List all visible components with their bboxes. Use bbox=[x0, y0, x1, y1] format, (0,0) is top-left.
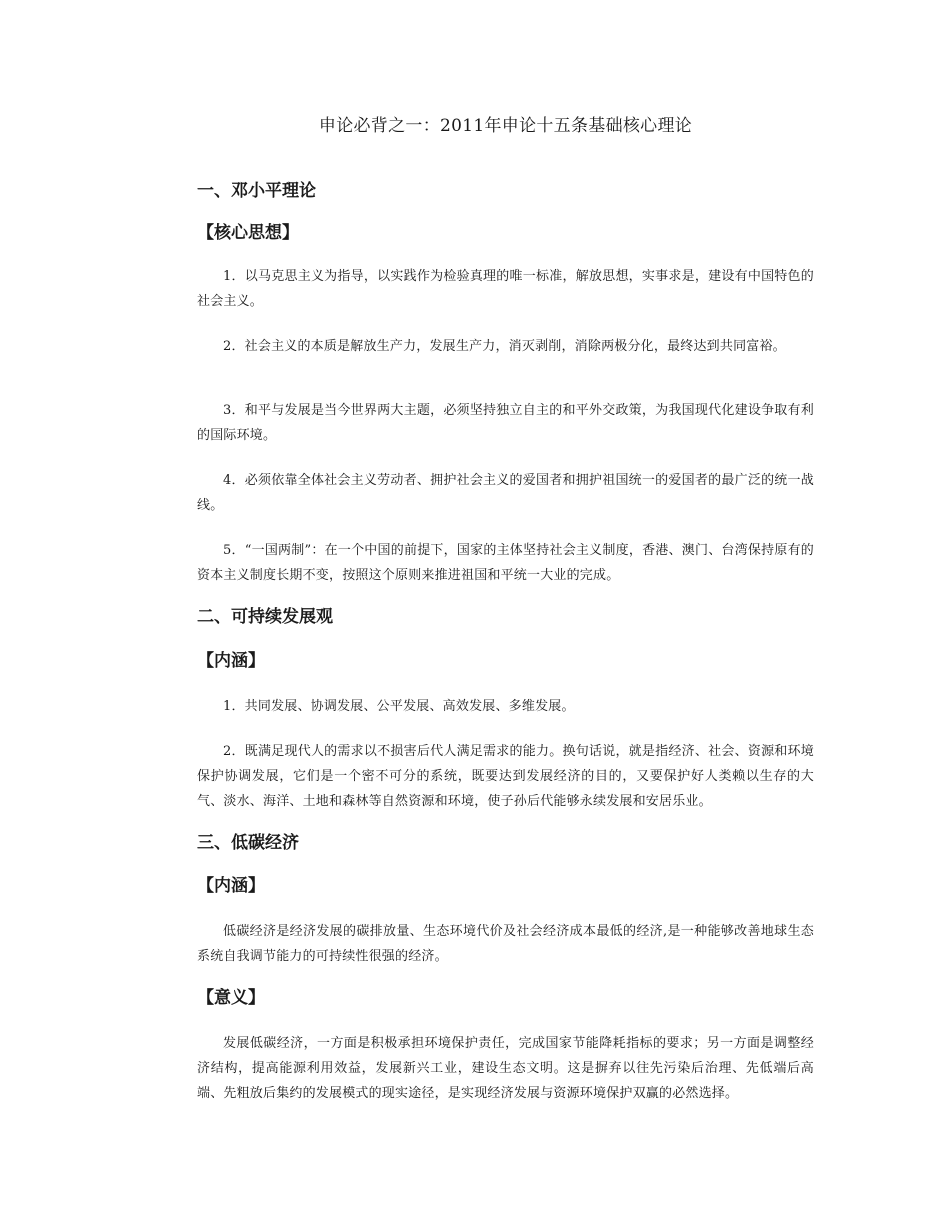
paragraph: 2．既满足现代人的需求以不损害后代人满足需求的能力。换句话说，就是指经济、社会、资源和环境保护协调发展，它们是一个密不可分的系统，既要达到发展经济的目的，又要保护好人类赖以生存的大气、淡水、海洋、土地和森林等自然资源和环境，使子孙后代能够永续发展和安居乐业。 bbox=[197, 744, 814, 809]
section-heading-deng-xiaoping-theory: 一、邓小平理论 bbox=[197, 181, 316, 201]
subheading-connotation: 【内涵】 bbox=[197, 651, 265, 671]
paragraph: 1．共同发展、协调发展、公平发展、高效发展、多维发展。 bbox=[223, 699, 575, 714]
subheading-core-ideas: 【核心思想】 bbox=[197, 223, 299, 243]
paragraph: 2．社会主义的本质是解放生产力，发展生产力，消灭剥削，消除两极分化，最终达到共同富裕。 bbox=[223, 339, 786, 354]
paragraph: 低碳经济是经济发展的碳排放量、生态环境代价及社会经济成本最低的经济,是一种能够改善地球生态系统自我调节能力的可持续性很强的经济。 bbox=[197, 924, 814, 964]
document-title: 申论必背之一：2011年申论十五条基础核心理论 bbox=[318, 116, 693, 136]
paragraph: 发展低碳经济，一方面是积极承担环境保护责任，完成国家节能降耗指标的要求；另一方面是调整经济结构，提高能源利用效益，发展新兴工业，建设生态文明。这是摒弃以往先污染后治理、先低端后高端、先粗放后集约的发展模式的现实途径，是实现经济发展与资源环境保护双赢的必然选择。 bbox=[197, 1036, 814, 1101]
section-heading-low-carbon-economy: 三、低碳经济 bbox=[197, 833, 299, 853]
subheading-connotation: 【内涵】 bbox=[197, 876, 265, 896]
subheading-significance: 【意义】 bbox=[197, 988, 265, 1008]
section-heading-sustainable-development: 二、可持续发展观 bbox=[197, 607, 333, 627]
paragraph: 1．以马克思主义为指导，以实践作为检验真理的唯一标准，解放思想，实事求是，建设有中国特色的社会主义。 bbox=[197, 269, 814, 309]
paragraph: 5．“一国两制”：在一个中国的前提下，国家的主体坚持社会主义制度，香港、澳门、台湾保持原有的资本主义制度长期不变，按照这个原则来推进祖国和平统一大业的完成。 bbox=[197, 543, 814, 583]
paragraph: 3．和平与发展是当今世界两大主题，必须坚持独立自主的和平外交政策，为我国现代化建设争取有利的国际环境。 bbox=[197, 403, 814, 443]
paragraph: 4．必须依靠全体社会主义劳动者、拥护社会主义的爱国者和拥护祖国统一的爱国者的最广泛的统一战线。 bbox=[197, 473, 814, 513]
document-page bbox=[197, 112, 814, 1106]
